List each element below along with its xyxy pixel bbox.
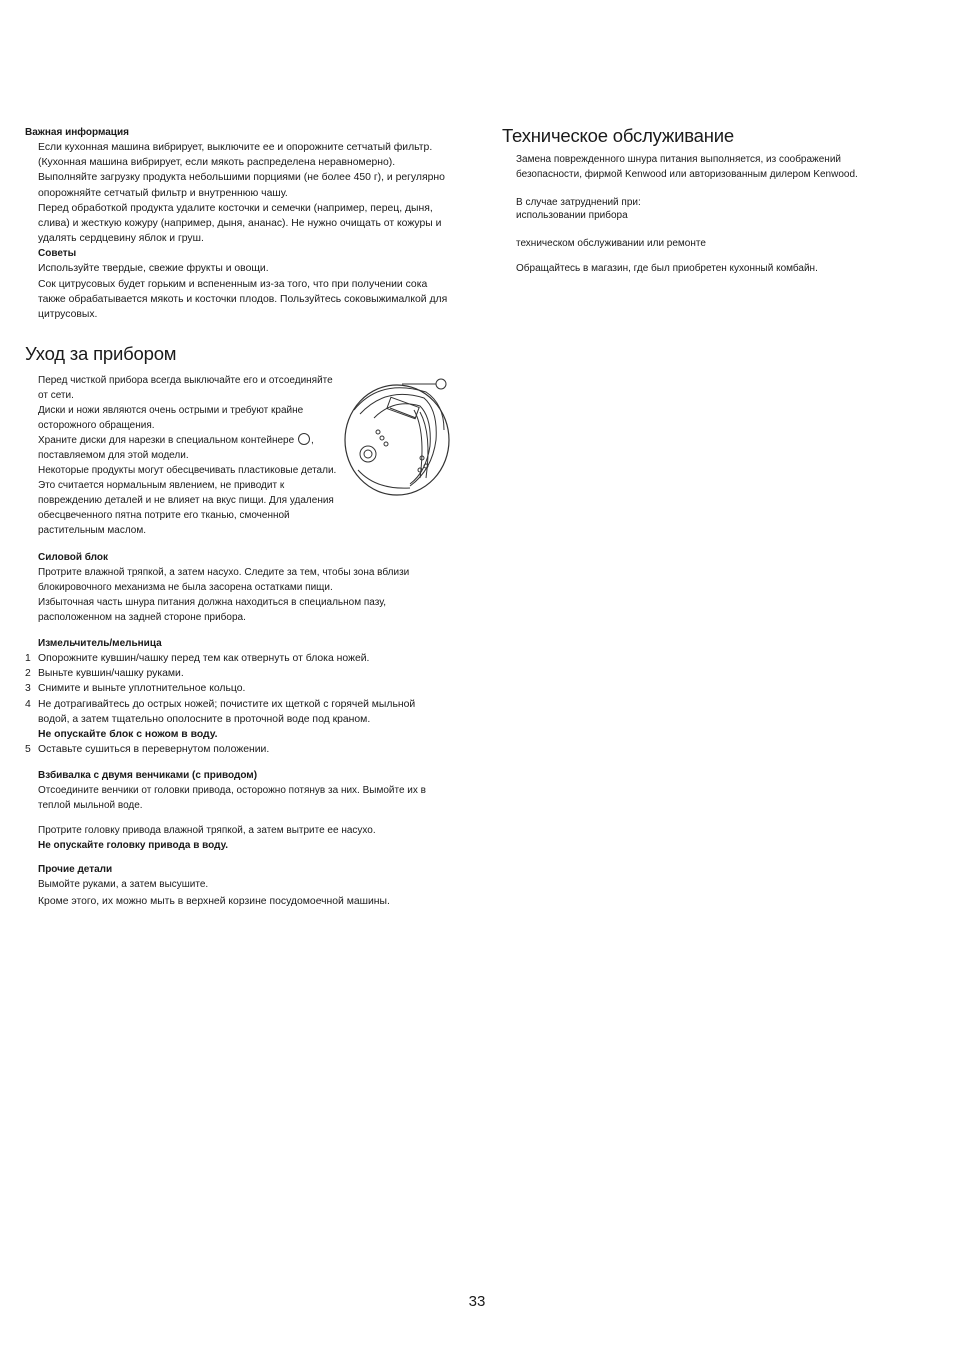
whisk-section xyxy=(38,768,448,853)
maintenance-paragraph-5: Обращайтесь в магазин, где был приобретен кухонный комбайн. xyxy=(516,263,818,274)
list-item: 4 Не дотрагивайтесь до острых ножей; почистите их щеткой с горячей мыльной водой, а затем тщательно ополосните в проточной воде под краном. xyxy=(25,698,416,725)
grinder-steps xyxy=(25,651,445,757)
maintenance-text xyxy=(516,152,896,276)
care-paragraph-2: Диски и ножи являются очень острыми и требуют крайне осторожного обращения. xyxy=(38,405,304,431)
whisk-warning: Не опускайте головку привода в воду. xyxy=(38,840,229,851)
list-item: 1 Опорожните кувшин/чашку перед тем как отвернуть от блока ножей. xyxy=(25,653,370,664)
other-paragraph-2: Кроме этого, их можно мыть в верхней корзине посудомоечной машины. xyxy=(38,896,390,907)
tips-paragraph-2: Сок цитрусовых будет горьким и вспененным из-за того, что при получении сока также обрабатывается мякоть и косточки плодов. Пользуйтесь соковыжималкой для цитрусовых. xyxy=(38,278,448,321)
power-unit-section xyxy=(38,550,458,625)
care-paragraph-3: Храните диски для нарезки в специальном контейнере , поставляемом для этой модели. xyxy=(38,435,314,461)
power-paragraph-2: Избыточная часть шнура питания должна находиться в специальном пазу, расположенном на задней стороне прибора. xyxy=(38,597,386,623)
power-paragraph-1: Протрите влажной тряпкой, а затем насухо. Следите за тем, чтобы зона вблизи блокировочного механизма не была засорена остатками пищи. xyxy=(38,567,410,593)
power-heading: Силовой блок xyxy=(38,552,109,563)
maintenance-paragraph-3: использовании прибора xyxy=(516,210,628,221)
grinder-section xyxy=(25,636,445,757)
maintenance-paragraph-4: техническом обслуживании или ремонте xyxy=(516,238,706,249)
important-paragraph-2: Перед обработкой продукта удалите косточки и семечки (например, перец, дыня, слива) и жесткую кожуру (например, дыня, ананас). Не нужно очищать от кожуры и удалять сердцевину яблок и груш. xyxy=(38,202,442,245)
list-item: 5 Оставьте сушиться в перевернутом положении. xyxy=(25,744,270,756)
other-parts-section xyxy=(38,862,458,909)
whisk-paragraph-1: Отсоедините венчики от головки привода, осторожно потянув за них. Вымойте их в теплой мыльной воде. xyxy=(38,785,426,811)
important-paragraph-1: Если кухонная машина вибрирует, выключите ее и опорожните сетчатый фильтр. (Кухонная машина вибрирует, если мякоть распределена неравномерно). Выполняйте загрузку продукта небольшими порциями (не более 450 г), и регулярно опорожняйте сетчатый фильтр и внутреннюю чашу. xyxy=(38,142,445,199)
tips-heading: Советы xyxy=(38,248,77,260)
whisk-paragraph-2: Протрите головку привода влажной тряпкой, а затем вытрите ее насухо. xyxy=(38,825,376,836)
page-number: 33 xyxy=(468,1293,486,1310)
list-item: 2 Выньте кувшин/чашку руками. xyxy=(25,668,184,680)
maintenance-paragraph-2: В случае затруднений при: xyxy=(516,197,641,208)
disc-storage-container-illustration xyxy=(340,374,452,498)
maintenance-paragraph-1: Замена поврежденного шнура питания выполняется, из соображений безопасности, фирмой Kenwood или авторизованным дилером Kenwood. xyxy=(516,154,858,180)
whisk-heading: Взбивалка с двумя венчиками (с приводом) xyxy=(38,770,258,781)
care-paragraph-1: Перед чисткой прибора всегда выключайте его и отсоединяйте от сети. xyxy=(38,375,333,401)
other-paragraph-1: Вымойте руками, а затем высушите. xyxy=(38,879,209,890)
kenwood-text: Kenwood или авторизованным дилером Kenwood. xyxy=(624,169,858,180)
other-heading: Прочие детали xyxy=(38,864,113,875)
maintenance-title: Техническое обслуживание xyxy=(502,125,734,146)
grinder-heading: Измельчитель/мельница xyxy=(38,638,162,649)
care-title: Уход за прибором xyxy=(25,343,177,364)
callout-circle-icon xyxy=(298,433,310,445)
left-column xyxy=(25,125,455,322)
list-item: 3 Снимите и выньте уплотнительное кольцо. xyxy=(25,683,246,695)
list-item: Не опускайте блок с ножом в воду. xyxy=(38,729,218,741)
care-paragraph-4: Некоторые продукты могут обесцвечивать пластиковые детали. Это считается нормальным явлением, не приводит к повреждению деталей и не влияет на вкус пищи. Для удаления обесцвеченного пятна потрите его тканью, смоченной растительным маслом. xyxy=(38,465,337,536)
care-text-block xyxy=(38,373,340,538)
important-heading: Важная информация xyxy=(25,127,129,138)
tips-paragraph-1: Используйте твердые, свежие фрукты и овощи. xyxy=(38,263,269,275)
